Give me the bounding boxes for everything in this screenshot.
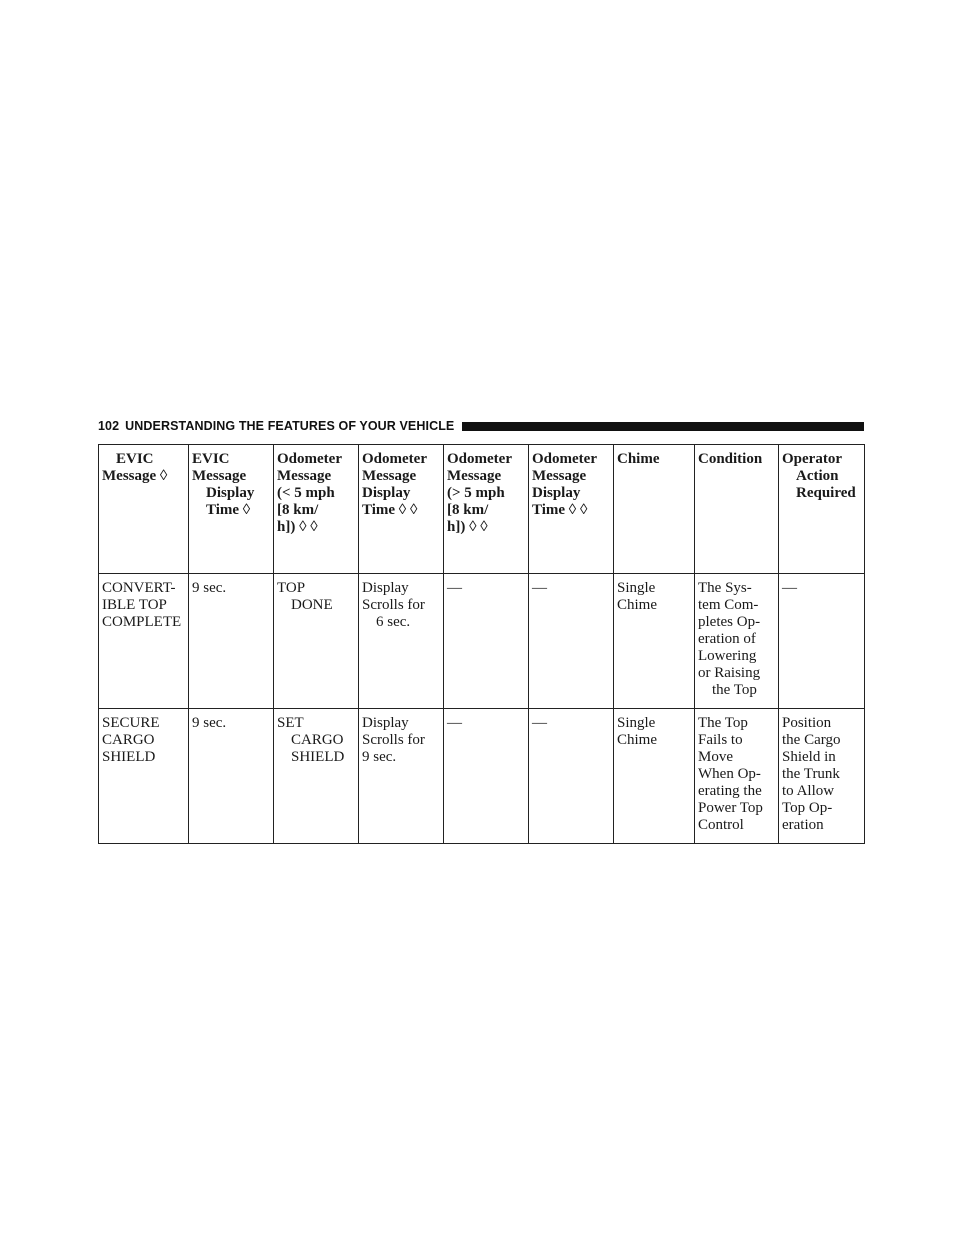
cell-operator-action: Position the Cargo Shield in the Trunk to Allow Top Op- eration [779, 709, 865, 844]
cell-odometer-message-high: — [444, 574, 529, 709]
cell-evic-display-time: 9 sec. [189, 574, 274, 709]
col-operator-action: Operator Action Required [779, 445, 865, 574]
cell-condition: The Top Fails to Move When Op- erating the Power Top Control [695, 709, 779, 844]
col-evic-display-time: EVIC Message Display Time ◊ [189, 445, 274, 574]
col-evic-message: EVIC Message ◊ [99, 445, 189, 574]
table-header-row [99, 445, 865, 574]
cell-evic-message: SECURE CARGO SHIELD [99, 709, 189, 844]
table-row [99, 709, 865, 844]
cell-condition: The Sys- tem Com- pletes Op- eration of Lowering or Raising the Top [695, 574, 779, 709]
col-condition: Condition [695, 445, 779, 574]
cell-odometer-display-time-low: Display Scrolls for 9 sec. [359, 709, 444, 844]
cell-operator-action: — [779, 574, 865, 709]
cell-evic-display-time: 9 sec. [189, 709, 274, 844]
col-odometer-display-time-low: Odometer Message Display Time ◊ ◊ [359, 445, 444, 574]
evic-message-table [98, 444, 865, 844]
table-row [99, 574, 865, 709]
cell-odometer-display-time-low: Display Scrolls for 6 sec. [359, 574, 444, 709]
cell-odometer-message-low: SET CARGO SHIELD [274, 709, 359, 844]
cell-odometer-message-high: — [444, 709, 529, 844]
section-title: UNDERSTANDING THE FEATURES OF YOUR VEHICLE [125, 419, 455, 433]
col-odometer-message-low: Odometer Message (< 5 mph [8 km/ h]) ◊ ◊ [274, 445, 359, 574]
cell-odometer-display-time-high: — [529, 709, 614, 844]
col-chime: Chime [614, 445, 695, 574]
cell-odometer-message-low: TOP DONE [274, 574, 359, 709]
cell-chime: Single Chime [614, 574, 695, 709]
cell-odometer-display-time-high: — [529, 574, 614, 709]
col-odometer-message-high: Odometer Message (> 5 mph [8 km/ h]) ◊ ◊ [444, 445, 529, 574]
col-odometer-display-time-high: Odometer Message Display Time ◊ ◊ [529, 445, 614, 574]
page-number: 102 [98, 419, 120, 433]
cell-evic-message: CONVERT- IBLE TOP COMPLETE [99, 574, 189, 709]
page-header [98, 416, 864, 436]
header-rule [462, 422, 864, 431]
cell-chime: Single Chime [614, 709, 695, 844]
